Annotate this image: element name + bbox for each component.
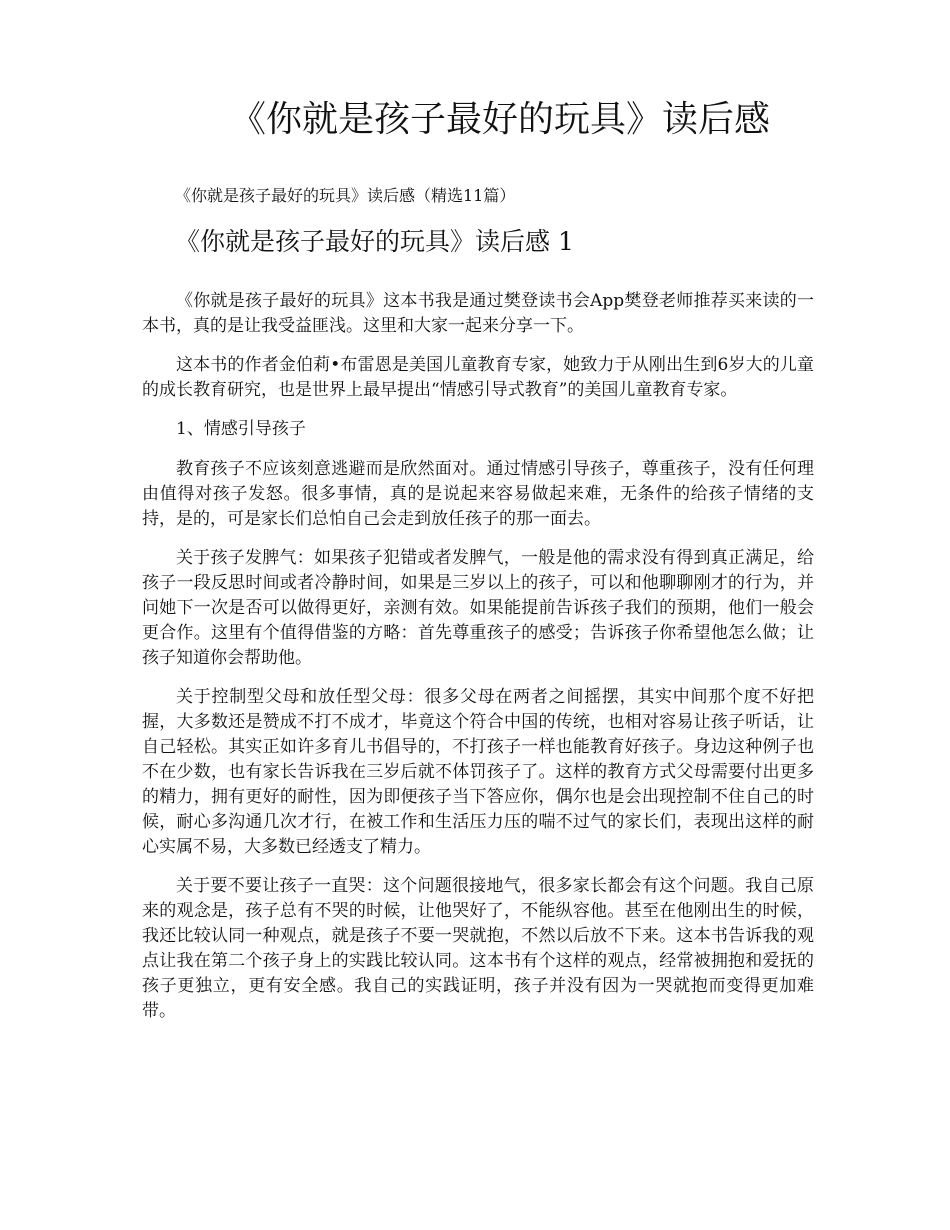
- body-text: [142, 289, 814, 1038]
- paragraph-author: 这本书的作者金伯莉•布雷恩是美国儿童教育专家，她致力于从刚出生到6岁大的儿童的成长教育研究，也是世界上最早提出“情感引导式教育”的美国儿童教育专家。: [142, 355, 814, 400]
- paragraph-point-heading: 1、情感引导孩子: [176, 419, 306, 439]
- paragraph-parenting-styles: 关于控制型父母和放任型父母：很多父母在两者之间摇摆，其实中间那个度不好把握，大多数还是赞成不打不成才，毕竟这个符合中国的传统，也相对容易让孩子听话，让自己轻松。其实正如许多育儿书倡导的，不打孩子一样也能教育好孩子。身边这种例子也不在少数，也有家长告诉我在三岁后就不体罚孩子了。这样的教育方式父母需要付出更多的精力，拥有更好的耐性，因为即便孩子当下答应你，偶尔也是会出现控制不住自己的时候，耐心多沟通几次才行，在被工作和生活压力压的喘不过气的家长们，表现出这样的耐心实属不易，大多数已经透支了精力。: [142, 687, 814, 857]
- document-title: 《你就是孩子最好的玩具》读后感: [229, 99, 770, 140]
- paragraph-emotion-guidance: 教育孩子不应该刻意逃避而是欣然面对。通过情感引导孩子，尊重孩子，没有任何理由值得对孩子发怒。很多事情，真的是说起来容易做起来难，无条件的给孩子情绪的支持，是的，可是家长们总怕自己会走到放任孩子的那一面去。: [142, 459, 814, 529]
- paragraph-intro: 《你就是孩子最好的玩具》这本书我是通过樊登读书会App樊登老师推荐买来读的一本书，真的是让我受益匪浅。这里和大家一起来分享一下。: [142, 291, 814, 336]
- paragraph-crying: 关于要不要让孩子一直哭：这个问题很接地气，很多家长都会有这个问题。我自己原来的观念是，孩子总有不哭的时候，让他哭好了，不能纵容他。甚至在他刚出生的时候，我还比较认同一种观点，就是孩子不要一哭就抱，不然以后放不下来。这本书告诉我的观点让我在第二个孩子身上的实践比较认同。这本书有个这样的观点，经常被拥抱和爱抚的孩子更独立，更有安全感。我自己的实践证明，孩子并没有因为一哭就抱而变得更加难带。: [142, 876, 814, 1021]
- document-subtitle: 《你就是孩子最好的玩具》读后感（精选11篇）: [175, 186, 516, 205]
- section-heading: 《你就是孩子最好的玩具》读后感 1: [175, 227, 574, 256]
- paragraph-tantrums: 关于孩子发脾气：如果孩子犯错或者发脾气，一般是他的需求没有得到真正满足，给孩子一段反思时间或者冷静时间，如果是三岁以上的孩子，可以和他聊聊刚才的行为，并问她下一次是否可以做得更好，亲测有效。如果能提前告诉孩子我们的预期，他们一般会更合作。这里有个值得借鉴的方略：首先尊重孩子的感受；告诉孩子你希望他怎么做；让孩子知道你会帮助他。: [142, 548, 814, 668]
